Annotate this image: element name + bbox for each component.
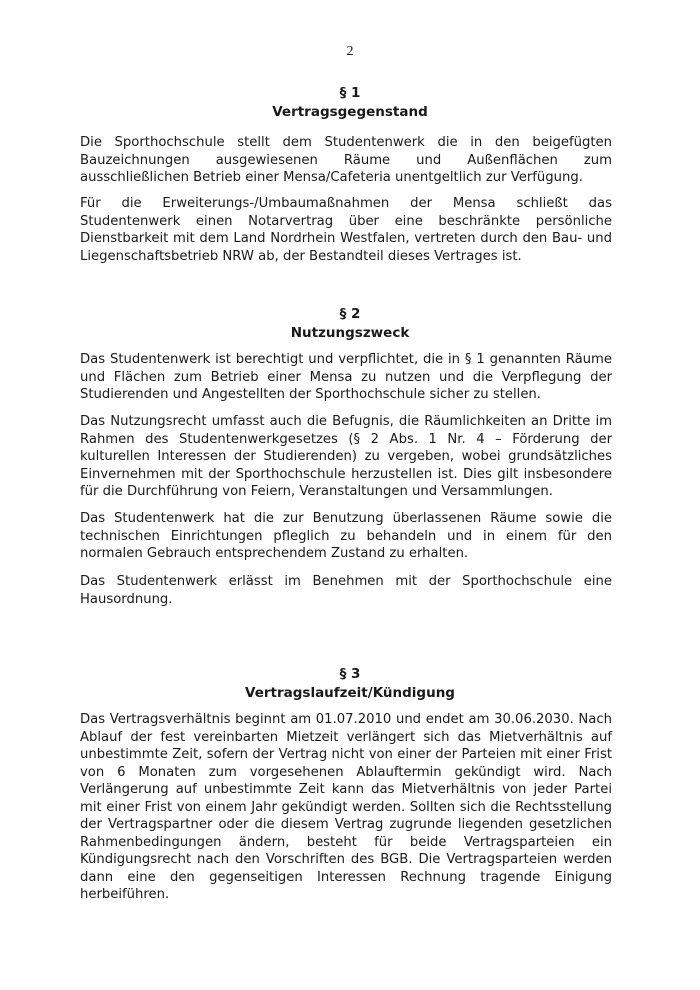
section-2-paragraph-4: Das Studentenwerk erlässt im Benehmen mit der Sporthochschule eine Hausordnung. (80, 574, 612, 607)
section-3-heading (0, 665, 700, 703)
section-2-paragraph-2: Das Nutzungsrecht umfasst auch die Befugnis, die Räumlichkeiten an Dritte im Rahmen des Studentenwerkgesetzes (§ 2 Abs. 1 Nr. 4 – Förderung der kulturellen Interessen der Studierenden) zu vergeben, wobei grundsätzliches Einvernehmen mit der Sporthochschule herzustellen ist. Dies gilt insbesondere für die Durchführung von Feiern, Veranstaltungen und Versammlungen. (80, 414, 612, 499)
section-1-paragraph-2: Für die Erweiterungs-/Umbaumaßnahmen der Mensa schließt das Studentenwerk einen Notarvertrag über eine beschränkte persönliche Dienstbarkeit mit dem Land Nordrhein Westfalen, vertreten durch den Bau- und Liegenschaftsbetrieb NRW ab, der Bestandteil dieses Vertrages ist. (80, 196, 612, 264)
section-3-symbol: § 3 (339, 666, 361, 682)
section-1-paragraph-1: Die Sporthochschule stellt dem Studentenwerk die in den beigefügten Bauzeichnungen ausgewiesenen Räume und Außenflächen zum ausschließlichen Betrieb einer Mensa/Cafeteria unentgeltlich zur Verfügung. (80, 135, 612, 185)
page-number: 2 (346, 44, 354, 59)
section-2-title: Nutzungszweck (290, 325, 410, 341)
section-2-heading (0, 305, 700, 343)
section-2-paragraph-3: Das Studentenwerk hat die zur Benutzung überlassenen Räume sowie die technischen Einrichtungen pfleglich zu behandeln und in einem für den normalen Gebrauch entsprechendem Zustand zu erhalten. (80, 511, 612, 561)
section-2-symbol: § 2 (339, 306, 361, 322)
section-1-symbol: § 1 (339, 85, 361, 101)
section-3-title: Vertragslaufzeit/Kündigung (245, 685, 455, 701)
section-2-paragraph-1: Das Studentenwerk ist berechtigt und verpflichtet, die in § 1 genannten Räume und Flächen zum Betrieb einer Mensa zu nutzen und die Verpflegung der Studierenden und Angestellten der Sporthochschule sicher zu stellen. (80, 352, 612, 402)
section-1-title: Vertragsgegenstand (272, 104, 428, 120)
section-3-paragraph-1: Das Vertragsverhältnis beginnt am 01.07.2010 und endet am 30.06.2030. Nach Ablauf der fest vereinbarten Mietzeit verlängert sich das Mietverhältnis auf unbestimmte Zeit, sofern der Vertrag nicht von einer der Parteien mit einer Frist von 6 Monaten zum vorgesehenen Ablauftermin gekündigt wird. Nach Verlängerung auf unbestimmte Zeit kann das Mietverhältnis von jeder Partei mit einer Frist von einem Jahr gekündigt werden. Sollten sich die Rechtsstellung der Vertragspartner oder die diesem Vertrag zugrunde liegenden gesetzlichen Rahmenbedingungen ändern, besteht für beide Vertragsparteien ein Kündigungsrecht nach den Vorschriften des BGB. Die Vertragsparteien werden dann eine den gegenseitigen Interessen Rechnung tragende Einigung herbeiführen. (80, 712, 612, 902)
section-1-heading (0, 84, 700, 122)
